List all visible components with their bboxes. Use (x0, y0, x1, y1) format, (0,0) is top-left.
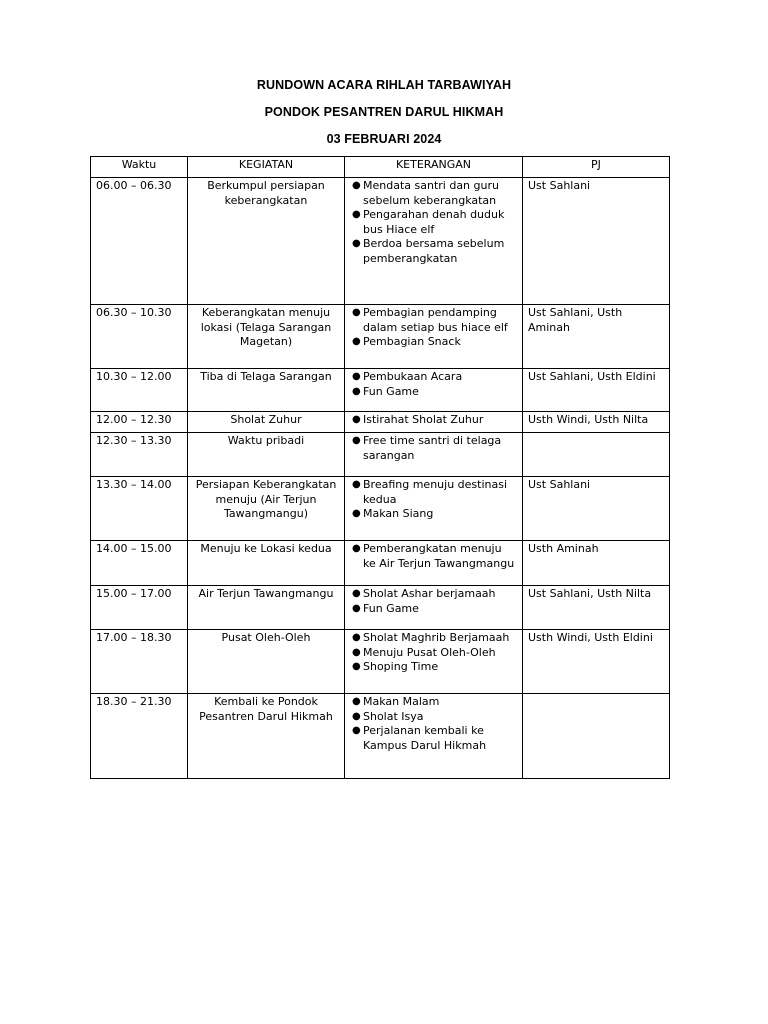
note-text: Pembagian pendamping dalam setiap bus hiace elf (363, 306, 508, 334)
cell-keterangan (345, 630, 523, 694)
bullet-icon: ● (352, 588, 361, 599)
notes-list (350, 542, 517, 571)
header-waktu: Waktu (91, 157, 188, 178)
cell-keterangan (345, 305, 523, 369)
rundown-table (90, 156, 670, 779)
list-item (350, 602, 517, 617)
list-item (350, 208, 517, 237)
list-item (350, 587, 517, 602)
cell-pj (523, 433, 670, 477)
cell-pj: Usth Windi, Usth Eldini (523, 630, 670, 694)
bullet-icon: ● (352, 632, 361, 643)
list-item (350, 542, 517, 571)
table-body (91, 178, 670, 779)
note-text: Berdoa bersama sebelum pemberangkatan (363, 237, 505, 265)
bullet-icon: ● (352, 371, 361, 382)
table-row (91, 630, 670, 694)
cell-pj: Usth Aminah (523, 541, 670, 586)
cell-keterangan (345, 178, 523, 305)
note-text: Pengarahan denah duduk bus Hiace elf (363, 208, 505, 236)
list-item (350, 335, 517, 350)
cell-keterangan (345, 477, 523, 541)
cell-waktu: 18.30 – 21.30 (91, 694, 188, 779)
list-item (350, 646, 517, 661)
list-item (350, 710, 517, 725)
cell-pj: Ust Sahlani, Usth Nilta (523, 586, 670, 630)
cell-keterangan (345, 586, 523, 630)
bullet-icon: ● (352, 602, 361, 614)
cell-kegiatan: Tiba di Telaga Sarangan (188, 369, 345, 412)
list-item (350, 385, 517, 400)
title-line-2: PONDOK PESANTREN DARUL HIKMAH (264, 105, 504, 119)
cell-kegiatan: Keberangkatan menuju lokasi (Telaga Sarangan Magetan) (188, 305, 345, 369)
cell-waktu: 14.00 – 15.00 (91, 541, 188, 586)
note-text: Fun Game (363, 384, 419, 398)
list-item (350, 413, 517, 428)
note-text: Fun Game (363, 601, 419, 615)
bullet-icon: ● (352, 414, 361, 425)
cell-pj: Ust Sahlani (523, 477, 670, 541)
note-text: Menuju Pusat Oleh-Oleh (363, 645, 496, 659)
list-item (350, 179, 517, 208)
notes-list (350, 478, 517, 522)
cell-keterangan (345, 433, 523, 477)
note-text: Perjalanan kembali ke Kampus Darul Hikmah (363, 724, 487, 752)
note-text: Sholat Maghrib Berjamaah (363, 631, 510, 644)
bullet-icon: ● (352, 646, 361, 658)
bullet-icon: ● (352, 435, 361, 446)
bullet-icon: ● (352, 661, 361, 673)
table-row (91, 541, 670, 586)
note-text: Pemberangkatan menuju ke Air Terjun Tawangmangu (363, 542, 515, 570)
document-title (0, 78, 768, 159)
header-pj: PJ (523, 157, 670, 178)
header-kegiatan: KEGIATAN (188, 157, 345, 178)
cell-kegiatan: Persiapan Keberangkatan menuju (Air Terjun Tawangmangu) (188, 477, 345, 541)
table-row (91, 305, 670, 369)
note-text: Free time santri di telaga sarangan (363, 434, 502, 462)
bullet-icon: ● (352, 725, 361, 737)
note-text: Pembukaan Acara (363, 370, 463, 383)
list-item (350, 507, 517, 522)
table-row (91, 586, 670, 630)
cell-pj: Ust Sahlani (523, 178, 670, 305)
list-item (350, 237, 517, 266)
note-text: Shoping Time (363, 660, 439, 674)
table-row (91, 433, 670, 477)
cell-kegiatan: Waktu pribadi (188, 433, 345, 477)
note-text: Makan Siang (363, 507, 434, 521)
bullet-icon: ● (352, 710, 361, 722)
cell-waktu: 06.30 – 10.30 (91, 305, 188, 369)
note-text: Istirahat Sholat Zuhur (363, 413, 484, 426)
notes-list (350, 179, 517, 267)
table-row (91, 178, 670, 305)
notes-list (350, 695, 517, 753)
table-row (91, 369, 670, 412)
notes-list (350, 631, 517, 675)
bullet-icon: ● (352, 336, 361, 348)
cell-pj: Ust Sahlani, Usth Eldini (523, 369, 670, 412)
list-item (350, 434, 517, 463)
cell-waktu: 15.00 – 17.00 (91, 586, 188, 630)
notes-list (350, 413, 517, 428)
cell-pj: Usth Windi, Usth Nilta (523, 412, 670, 433)
cell-kegiatan: Air Terjun Tawangmangu (188, 586, 345, 630)
cell-keterangan (345, 369, 523, 412)
bullet-icon: ● (352, 307, 361, 318)
bullet-icon: ● (352, 508, 361, 520)
cell-waktu: 10.30 – 12.00 (91, 369, 188, 412)
table-row (91, 412, 670, 433)
list-item (350, 695, 517, 710)
title-line-3: 03 FEBRUARI 2024 (326, 132, 442, 146)
bullet-icon: ● (352, 696, 361, 707)
cell-pj (523, 694, 670, 779)
cell-kegiatan: Pusat Oleh-Oleh (188, 630, 345, 694)
note-text: Makan Malam (363, 695, 440, 708)
cell-kegiatan: Sholat Zuhur (188, 412, 345, 433)
cell-kegiatan: Menuju ke Lokasi kedua (188, 541, 345, 586)
cell-pj: Ust Sahlani, Usth Aminah (523, 305, 670, 369)
notes-list (350, 306, 517, 350)
list-item (350, 724, 517, 753)
cell-kegiatan: Kembali ke Pondok Pesantren Darul Hikmah (188, 694, 345, 779)
cell-waktu: 12.30 – 13.30 (91, 433, 188, 477)
bullet-icon: ● (352, 209, 361, 221)
cell-keterangan (345, 694, 523, 779)
bullet-icon: ● (352, 543, 361, 554)
table-header-row (91, 157, 670, 178)
notes-list (350, 587, 517, 616)
cell-keterangan (345, 412, 523, 433)
note-text: Pembagian Snack (363, 335, 461, 349)
note-text: Sholat Isya (363, 709, 424, 723)
table-row (91, 694, 670, 779)
notes-list (350, 434, 517, 463)
list-item (350, 478, 517, 507)
notes-list (350, 370, 517, 399)
cell-waktu: 17.00 – 18.30 (91, 630, 188, 694)
list-item (350, 306, 517, 335)
list-item (350, 660, 517, 675)
header-keterangan: KETERANGAN (345, 157, 523, 178)
cell-waktu: 12.00 – 12.30 (91, 412, 188, 433)
cell-keterangan (345, 541, 523, 586)
bullet-icon: ● (352, 479, 361, 490)
list-item (350, 631, 517, 646)
table-row (91, 477, 670, 541)
bullet-icon: ● (352, 238, 361, 250)
note-text: Breafing menuju destinasi kedua (363, 478, 508, 506)
cell-kegiatan: Berkumpul persiapan keberangkatan (188, 178, 345, 305)
bullet-icon: ● (352, 385, 361, 397)
bullet-icon: ● (352, 180, 361, 191)
title-line-1: RUNDOWN ACARA RIHLAH TARBAWIYAH (256, 78, 512, 92)
cell-waktu: 06.00 – 06.30 (91, 178, 188, 305)
note-text: Sholat Ashar berjamaah (363, 587, 496, 600)
list-item (350, 370, 517, 385)
note-text: Mendata santri dan guru sebelum keberangkatan (363, 179, 499, 207)
cell-waktu: 13.30 – 14.00 (91, 477, 188, 541)
